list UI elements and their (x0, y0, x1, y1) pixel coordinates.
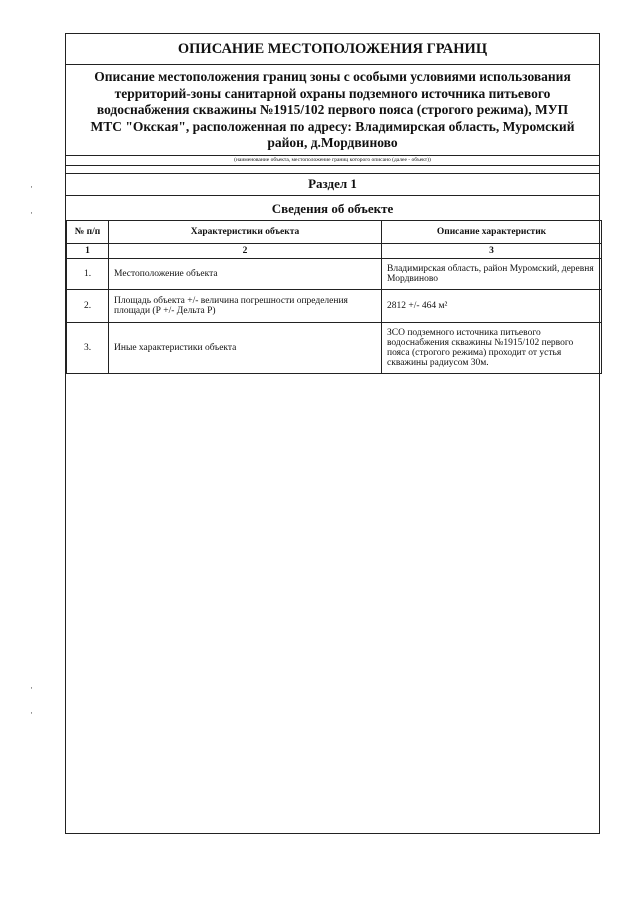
row-characteristic: Местоположение объекта (109, 259, 382, 290)
column-number: 1 (67, 244, 109, 259)
row-description: Владимирская область, район Муромский, деревня Мордвиново (382, 259, 602, 290)
object-caption: (наименование объекта, местоположение границ которого описано (далее - объект)) (234, 157, 431, 163)
object-info-table (66, 220, 602, 374)
column-number: 3 (382, 244, 602, 259)
table-header-row (67, 221, 602, 244)
scan-mark: · (30, 208, 33, 218)
column-number: 2 (109, 244, 382, 259)
row-characteristic: Площадь объекта +/- величина погрешности определения площади (Р +/- Дельта Р) (109, 290, 382, 323)
divider (66, 64, 599, 65)
column-header: Характеристики объекта (109, 221, 382, 244)
column-number-row (67, 244, 602, 259)
column-header: № п/п (67, 221, 109, 244)
document-frame (65, 33, 600, 834)
section-title: Раздел 1 (308, 176, 357, 191)
row-number: 2. (67, 290, 109, 323)
section-subtitle: Сведения об объекте (271, 201, 394, 216)
document-subtitle: Описание местоположения границ зоны с особыми условиями использования территорий-зоны санитарной охраны подземного источника питьевого водоснабжения скважины №1915/102 первого пояса (строгого режима), МУП МТС "Окская", расположенная по адресу: Владимирская область, Муромский район, д.Мордвиново (90, 69, 575, 150)
scan-mark: · (30, 708, 33, 718)
table-row (67, 290, 602, 323)
row-number: 3. (67, 323, 109, 374)
scan-mark: · (30, 182, 33, 192)
row-description: ЗСО подземного источника питьевого водоснабжения скважины №1915/102 первого пояса (строгого режима) проходит от устья скважины радиусом 30м. (382, 323, 602, 374)
scan-mark: · (30, 683, 33, 693)
document-title: ОПИСАНИЕ МЕСТОПОЛОЖЕНИЯ ГРАНИЦ (177, 41, 488, 57)
row-characteristic: Иные характеристики объекта (109, 323, 382, 374)
row-number: 1. (67, 259, 109, 290)
divider (66, 165, 599, 166)
table-row (67, 323, 602, 374)
row-description: 2812 +/- 464 м² (382, 290, 602, 323)
column-header: Описание характеристик (382, 221, 602, 244)
table-row (67, 259, 602, 290)
divider (66, 195, 599, 196)
